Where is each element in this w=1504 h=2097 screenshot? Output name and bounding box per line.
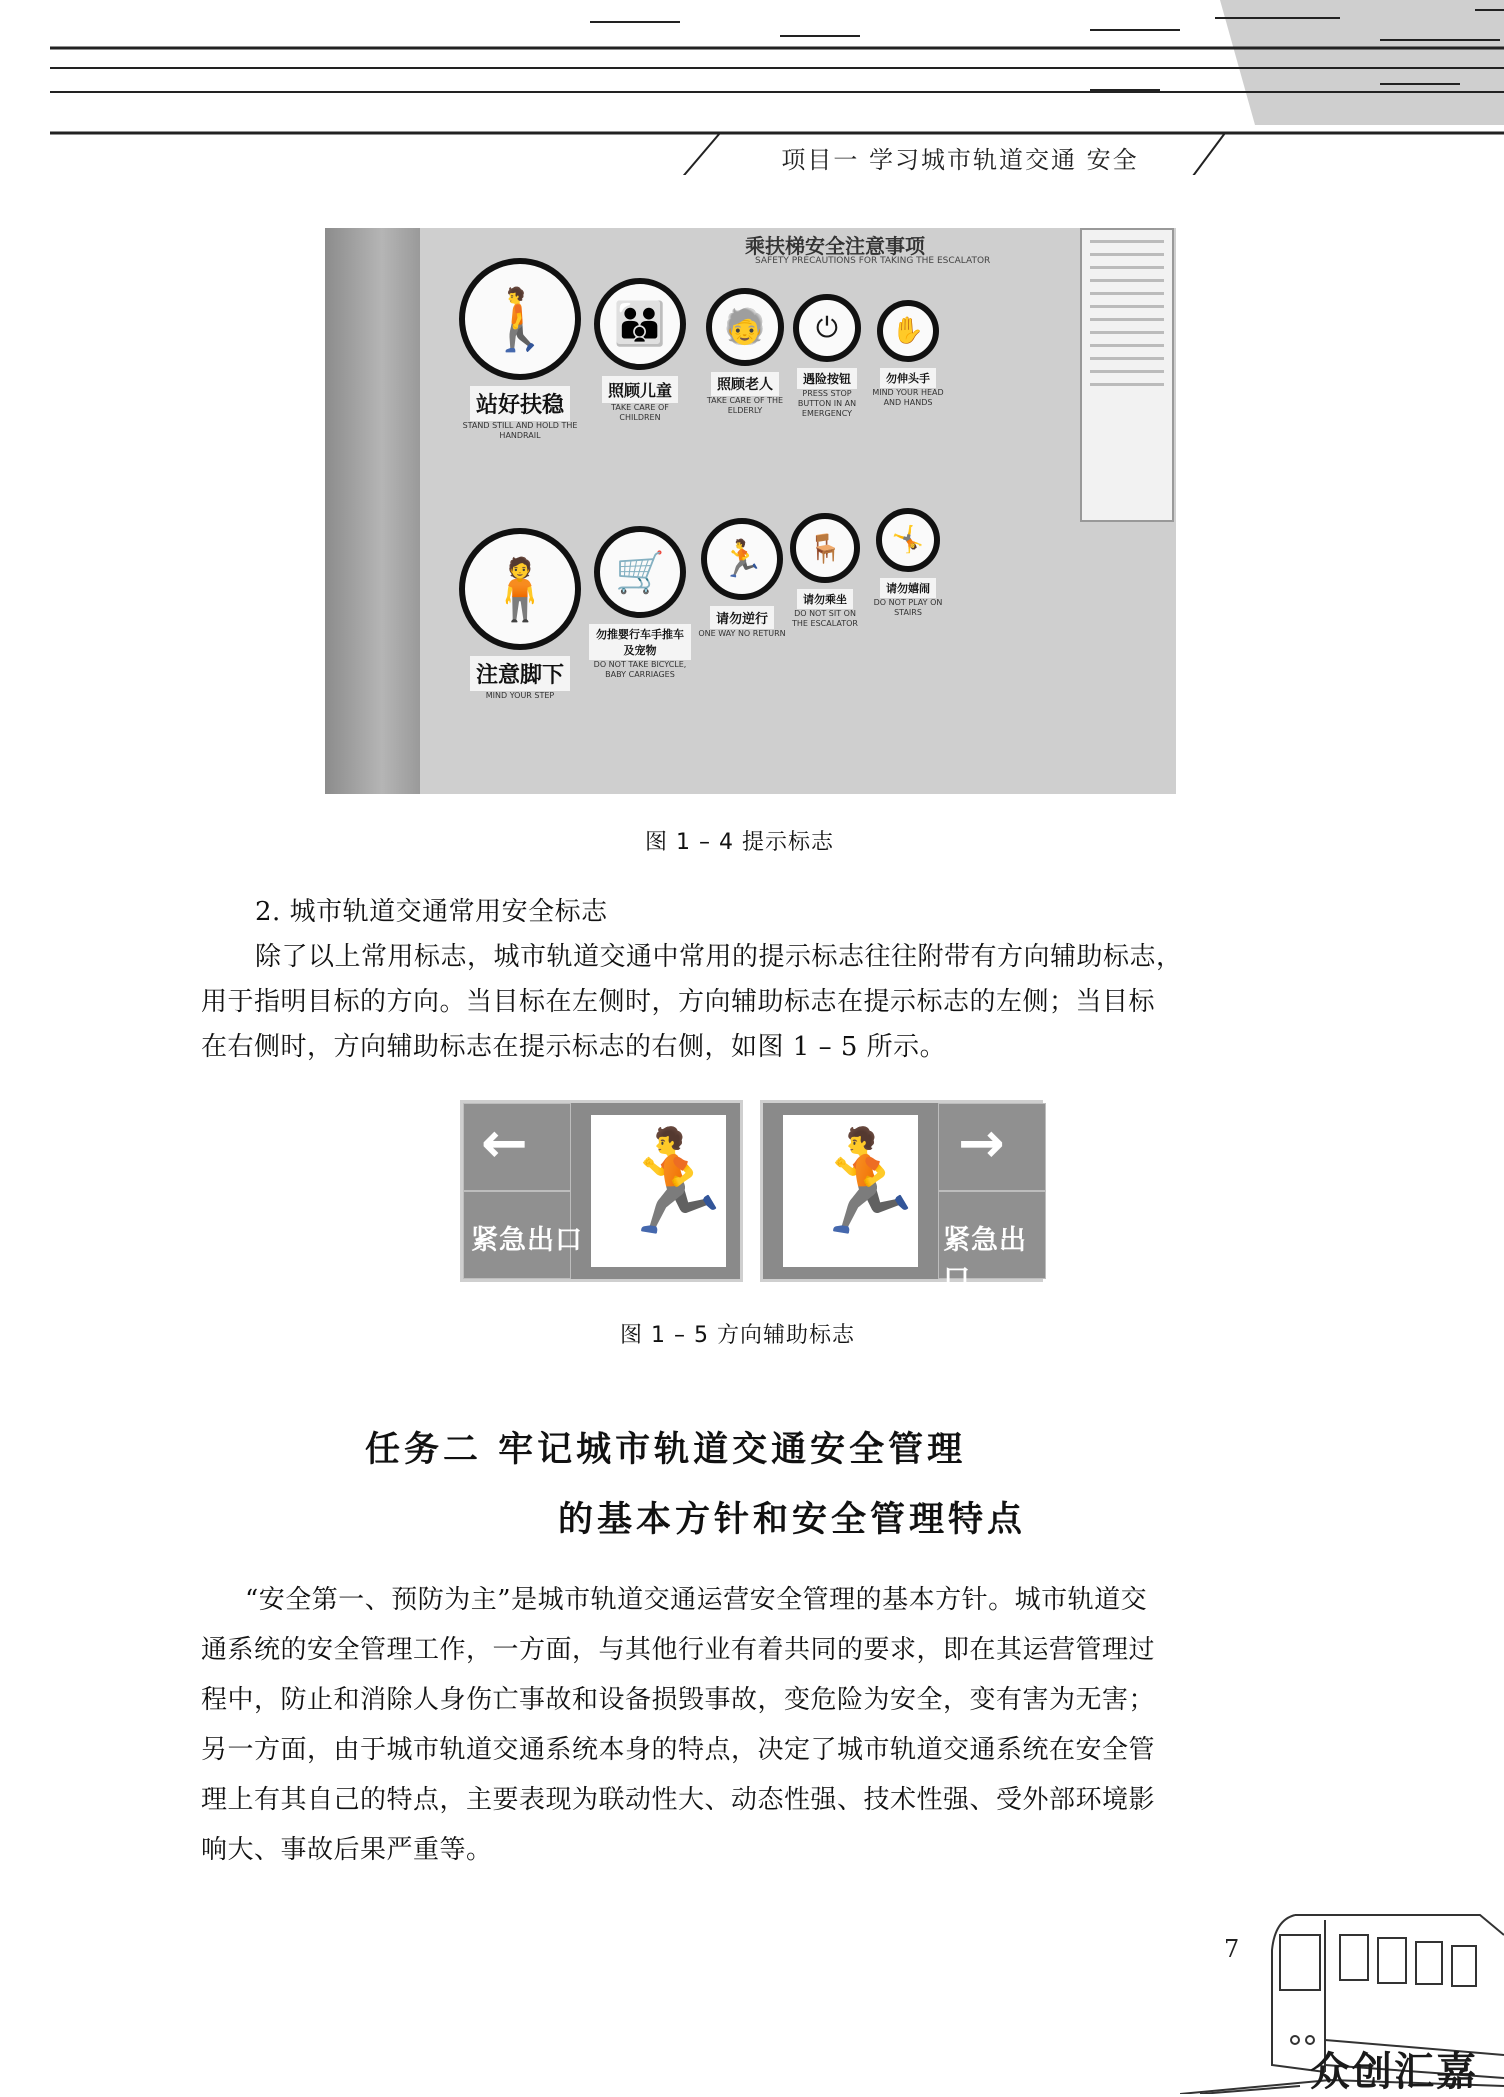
figure-1-4-photo <box>325 228 1176 794</box>
task-two-para-line5: 理上有其自己的特点，主要表现为联动性大、动态性强、技术性强、受外部环境影 <box>201 1785 1156 1815</box>
task-two-title-line1: 任务二 牢记城市轨道交通安全管理 <box>365 1430 967 1470</box>
section-2-para-line3: 在右侧时，方向辅助标志在提示标志的右侧，如图 1 – 5 所示。 <box>201 1032 947 1062</box>
hand-icon: ✋ <box>891 316 925 346</box>
task-two-para-line1: “安全第一、预防为主”是城市轨道交通运营安全管理的基本方针。城市轨道交 <box>245 1585 1148 1615</box>
sign-children: 👪 照顾儿童 TAKE CARE OF CHILDREN <box>590 278 690 423</box>
figure-1-5-caption: 图 1 – 5 方向辅助标志 <box>620 1323 855 1348</box>
running-head: 项目一 学习城市轨道交通 安全 <box>781 146 1139 174</box>
section-2-para-line2: 用于指明目标的方向。当目标在左侧时，方向辅助标志在提示标志的左侧；当目标 <box>201 987 1156 1017</box>
exit-sign-right <box>760 1100 1043 1295</box>
person-icon: 🚶 <box>482 284 558 355</box>
cart-icon: 🛒 <box>615 549 665 596</box>
page-number: 7 <box>1224 1935 1240 1963</box>
running-icon: 🏃 <box>719 539 765 580</box>
button-icon: ⏻ <box>815 311 839 344</box>
sitting-icon: 🪑 <box>807 531 843 565</box>
playing-icon: 🤸 <box>891 525 925 555</box>
exit-sign-left <box>460 1100 743 1282</box>
sign-no-carts: 🛒 勿推婴行车手推车及宠物 DO NOT TAKE BICYCLE, BABY CARRIAGES <box>585 526 695 680</box>
task-two-para-line3: 程中，防止和消除人身伤亡事故和设备损毁事故，变危险为安全，变有害为无害； <box>201 1685 1156 1715</box>
board-title: 乘扶梯安全注意事项 <box>745 234 925 258</box>
sign-head-hands: ✋ 勿伸头手 MIND YOUR HEAD AND HANDS <box>870 300 946 408</box>
task-two-para-line2: 通系统的安全管理工作，一方面，与其他行业有着共同的要求，即在其运营管理过 <box>201 1635 1156 1665</box>
notice-sheet <box>1080 228 1174 522</box>
section-2-heading: 2. 城市轨道交通常用安全标志 <box>255 897 608 927</box>
sign-stand-still: 🚶 站好扶稳 STAND STILL AND HOLD THE HANDRAIL <box>450 258 590 441</box>
elderly-icon: 🧓 <box>723 307 767 347</box>
foot-icon: 🧍 <box>482 554 558 625</box>
arrow-right-icon: → <box>958 1111 1006 1176</box>
watermark: 众创汇嘉 <box>1310 2049 1478 2095</box>
running-person-icon: 🏃 <box>611 1123 736 1240</box>
sign-no-reverse: 🏃 请勿逆行 ONE WAY NO RETURN <box>697 518 787 639</box>
section-2-para-line1: 除了以上常用标志，城市轨道交通中常用的提示标志往往附带有方向辅助标志， <box>255 942 1183 972</box>
adult-child-icon: 👪 <box>613 299 667 348</box>
task-two-para-line6: 响大、事故后果严重等。 <box>201 1835 493 1865</box>
sign-no-sitting: 🪑 请勿乘坐 DO NOT SIT ON THE ESCALATOR <box>785 513 865 629</box>
arrow-left-icon: ← <box>481 1111 529 1176</box>
sign-no-playing: 🤸 请勿嬉闹 DO NOT PLAY ON STAIRS <box>870 508 946 618</box>
running-person-icon: 🏃 <box>803 1123 928 1240</box>
task-two-title-line2: 的基本方针和安全管理特点 <box>558 1500 1027 1540</box>
exit-sign-left-text: 紧急出口 <box>471 1225 583 1256</box>
board-subtitle: SAFETY PRECAUTIONS FOR TAKING THE ESCALATOR <box>755 256 991 266</box>
figure-1-4-caption: 图 1 – 4 提示标志 <box>645 830 834 855</box>
task-two-para-line4: 另一方面，由于城市轨道交通系统本身的特点，决定了城市轨道交通系统在安全管 <box>201 1735 1156 1765</box>
sign-mind-step: 🧍 注意脚下 MIND YOUR STEP <box>450 528 590 701</box>
exit-sign-right-text: 紧急出口 <box>943 1225 1027 1295</box>
sign-emergency-button: ⏻ 遇险按钮 PRESS STOP BUTTON IN AN EMERGENCY <box>787 294 867 419</box>
sign-elderly: 🧓 照顾老人 TAKE CARE OF THE ELDERLY <box>700 288 790 416</box>
